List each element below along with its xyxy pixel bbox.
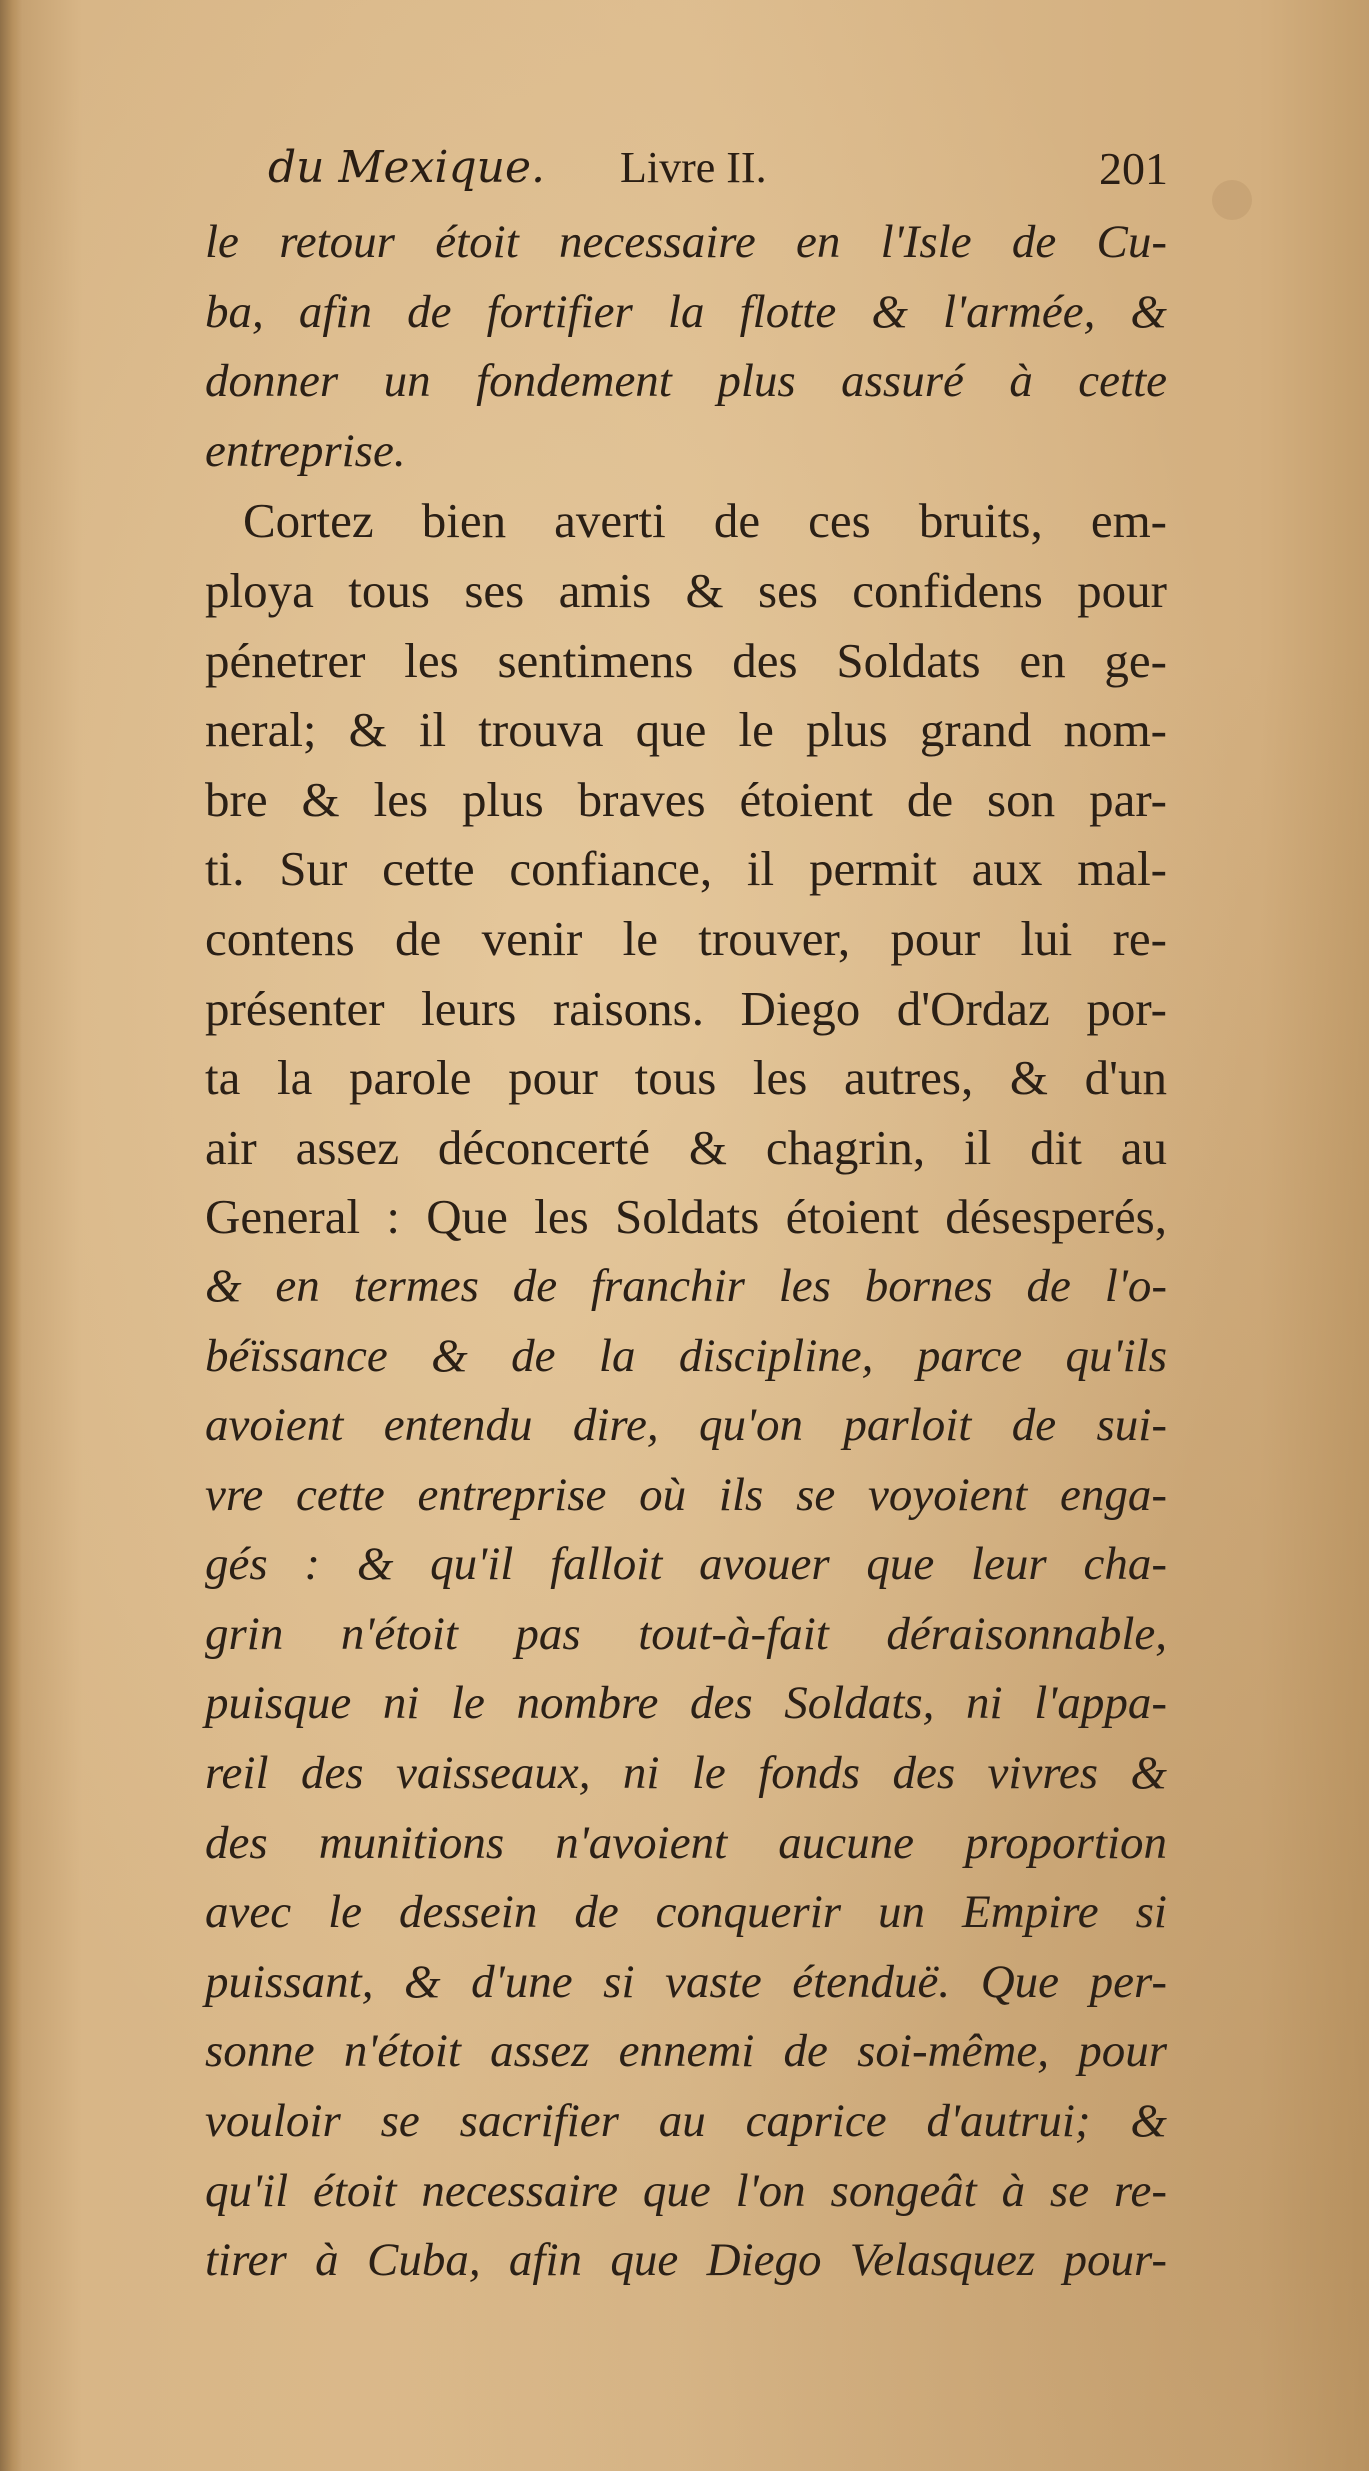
text-line: gés : & qu'il falloit avouer que leur cha-	[205, 1538, 1167, 1591]
text-line: ba, afin de fortifier la flotte & l'armée, &	[205, 285, 1167, 338]
text-line: grin n'étoit pas tout-à-fait déraisonnable,	[205, 1607, 1167, 1660]
header-book-title: du Mexique.	[268, 142, 545, 193]
body-text	[205, 208, 1167, 2296]
text-line: bre & les plus braves étoient de son par-	[205, 771, 1167, 827]
page-stain	[1212, 180, 1252, 220]
text-line: reil des vaisseaux, ni le fonds des vivres &	[205, 1747, 1167, 1800]
text-line: sonne n'étoit assez ennemi de soi-même, pour	[205, 2025, 1167, 2078]
text-line: puisque ni le nombre des Soldats, ni l'appa-	[205, 1677, 1167, 1730]
text-line: entreprise.	[205, 424, 406, 477]
text-line: le retour étoit necessaire en l'Isle de Cu-	[205, 216, 1167, 268]
text-line: ploya tous ses amis & ses confidens pour	[205, 562, 1167, 618]
running-header	[268, 142, 1168, 212]
text-line: neral; & il trouva que le plus grand nom-	[205, 702, 1167, 758]
text-line: puissant, & d'une si vaste étenduë. Que per-	[205, 1955, 1167, 2008]
text-line: vouloir se sacrifier au caprice d'autrui; &	[205, 2095, 1167, 2148]
page-number: 201	[1099, 143, 1168, 194]
text-line: qu'il étoit necessaire que l'on songeât à se re-	[205, 2164, 1167, 2217]
text-line: des munitions n'avoient aucune proportion	[205, 1816, 1167, 1869]
text-line: avec le dessein de conquerir un Empire si	[205, 1886, 1167, 1939]
text-line: & en termes de franchir les bornes de l'o-	[205, 1259, 1167, 1312]
header-book-part: Livre II.	[620, 143, 767, 192]
text-line: tirer à Cuba, afin que Diego Velasquez pour-	[205, 2234, 1167, 2287]
text-line: présenter leurs raisons. Diego d'Ordaz por-	[205, 980, 1167, 1036]
text-line: donner un fondement plus assuré à cette	[205, 355, 1167, 408]
text-line: ti. Sur cette confiance, il permit aux mal-	[205, 841, 1167, 897]
text-line: béïssance & de la discipline, parce qu'ils	[205, 1329, 1167, 1382]
text-line: pénetrer les sentimens des Soldats en ge-	[205, 632, 1167, 688]
text-line: General : Que les Soldats étoient désesperés,	[205, 1189, 1167, 1245]
text-line: air assez déconcerté & chagrin, il dit au	[205, 1119, 1167, 1175]
text-line: vre cette entreprise où ils se voyoient enga-	[205, 1468, 1167, 1521]
text-line: contens de venir le trouver, pour lui re-	[205, 910, 1167, 966]
text-line: Cortez bien averti de ces bruits, em-	[243, 493, 1167, 549]
text-line: avoient entendu dire, qu'on parloit de sui-	[205, 1399, 1167, 1452]
page-gutter-shadow	[0, 0, 22, 2471]
text-line: ta la parole pour tous les autres, & d'un	[205, 1050, 1167, 1106]
